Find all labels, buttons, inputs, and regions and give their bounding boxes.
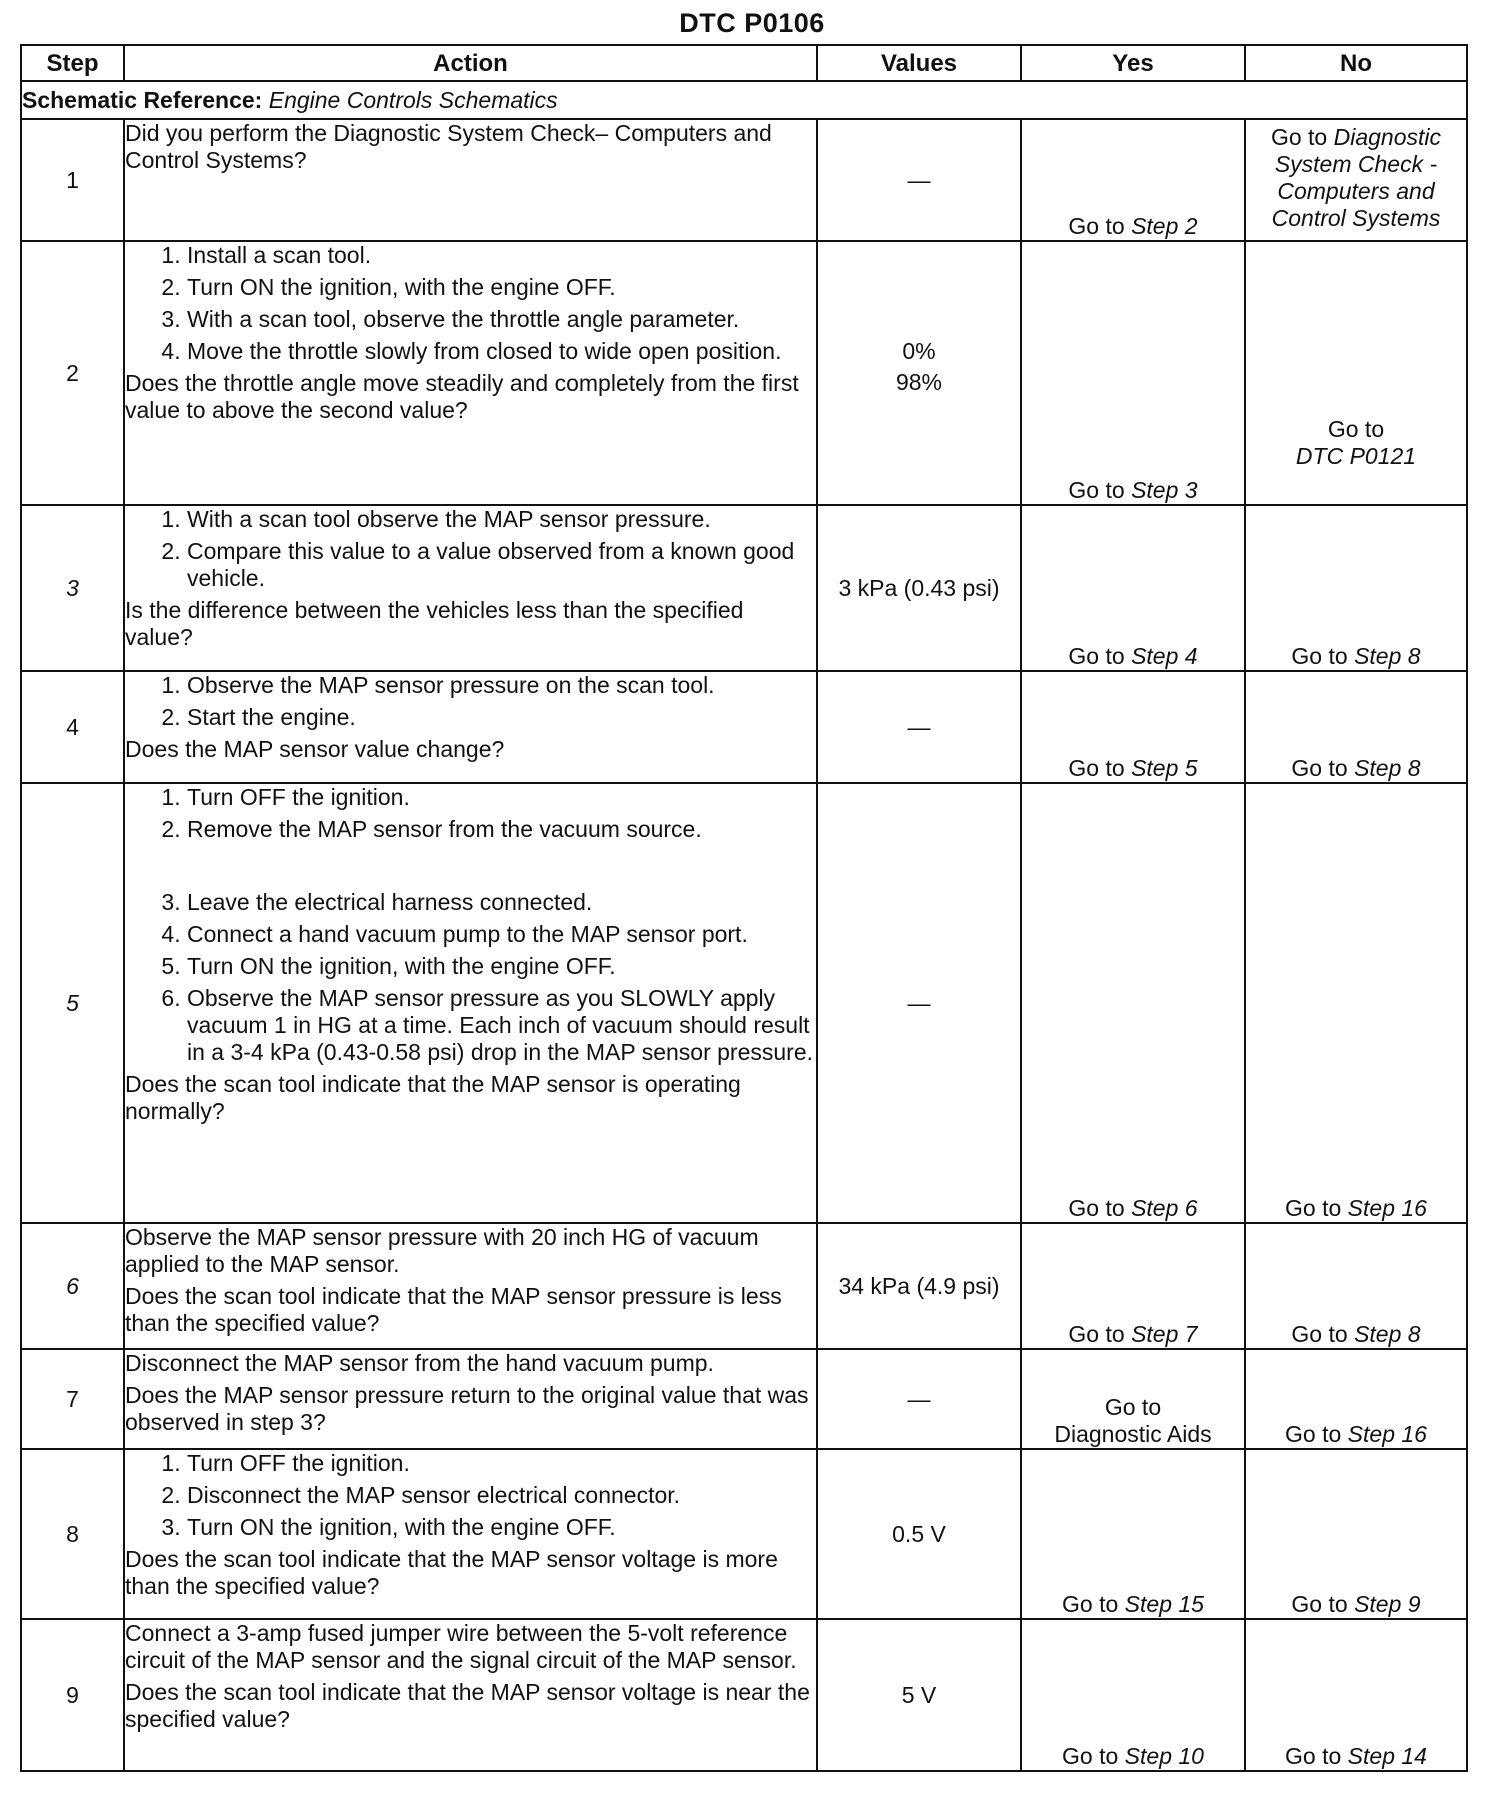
no-cell [1245,1223,1467,1349]
action-question: Did you perform the Diagnostic System Check– Computers and Control Systems? [125,120,772,173]
yes-cell [1021,671,1245,783]
action-question: Does the MAP sensor value change? [125,736,505,762]
yes-target-link[interactable]: Step 3 [1131,477,1198,503]
yes-target-link[interactable]: Step 2 [1131,213,1198,239]
values-cell: — [817,1349,1021,1449]
yes-target-link[interactable]: Step 15 [1124,1591,1204,1617]
yes-cell [1021,119,1245,241]
step-number: 8 [21,1449,124,1619]
no-prefix: Go to [1291,1321,1348,1347]
action-list [125,506,816,592]
yes-prefix: Go to [1104,1394,1162,1420]
no-prefix: Go to [1270,124,1328,150]
yes-cell [1021,505,1245,671]
yes-prefix: Go to [1062,1743,1119,1769]
no-cell [1245,671,1467,783]
action-item: 2. Disconnect the MAP sensor electrical connector. [187,1482,816,1509]
action-item: 1. With a scan tool observe the MAP sensor pressure. [187,506,816,533]
action-list [125,242,816,365]
step-number: 6 [21,1223,124,1349]
values-cell: — [817,119,1021,241]
no-cell [1245,241,1467,505]
table-row [21,1349,1467,1449]
action-intro: Disconnect the MAP sensor from the hand vacuum pump. [125,1350,714,1376]
schematic-reference [21,81,1467,119]
no-cell [1245,1619,1467,1771]
action-cell [124,1619,817,1771]
no-target-link[interactable]: Step 8 [1354,643,1421,669]
yes-target-link[interactable]: Step 6 [1131,1195,1198,1221]
action-item: 4. Connect a hand vacuum pump to the MAP sensor port. [187,921,816,948]
action-list [125,784,816,1066]
action-list [125,672,816,731]
action-item: 3. Turn ON the ignition, with the engine OFF. [187,1514,816,1541]
yes-prefix: Go to [1068,1321,1125,1347]
table-row [21,783,1467,1223]
action-item: 2. Compare this value to a value observed from a known good vehicle. [187,538,816,592]
no-prefix: Go to [1285,1421,1342,1447]
action-intro: Connect a 3-amp fused jumper wire between the 5-volt reference circuit of the MAP sensor and the signal circuit of the MAP sensor. [125,1620,797,1673]
header-row [21,45,1467,81]
header-no: No [1245,45,1467,81]
no-cell [1245,783,1467,1223]
value-first: 0% [902,338,936,364]
action-item: 3. With a scan tool, observe the throttle angle parameter. [187,306,816,333]
page-title: DTC P0106 [679,8,825,38]
values-cell: — [817,783,1021,1223]
table-row [21,1619,1467,1771]
schematic-reference-label: Schematic Reference: [22,86,263,113]
no-prefix: Go to [1285,1743,1342,1769]
diagnostic-table [20,44,1468,1772]
action-question: Does the throttle angle move steadily and completely from the first value to above the second value? [125,370,799,423]
action-item: 3. Leave the electrical harness connected. [187,889,816,916]
table-row [21,671,1467,783]
header-step: Step [21,45,124,81]
no-target-link[interactable]: Step 8 [1354,1321,1421,1347]
action-cell [124,505,817,671]
no-prefix: Go to [1285,1195,1342,1221]
yes-cell [1021,1349,1245,1449]
table-row [21,505,1467,671]
yes-target-link[interactable]: Diagnostic Aids [1054,1421,1212,1447]
table-row [21,241,1467,505]
yes-target-link[interactable]: Step 7 [1131,1321,1198,1347]
schematic-reference-row [21,81,1467,119]
action-item: 2. Turn ON the ignition, with the engine OFF. [187,274,816,301]
yes-prefix: Go to [1068,755,1125,781]
no-cell [1245,119,1467,241]
action-question: Does the MAP sensor pressure return to the original value that was observed in step 3? [125,1382,809,1435]
action-question: Does the scan tool indicate that the MAP sensor voltage is more than the specified value? [125,1546,778,1599]
action-cell [124,1349,817,1449]
no-prefix: Go to [1327,416,1385,442]
yes-prefix: Go to [1062,1591,1119,1617]
no-prefix: Go to [1291,1591,1348,1617]
action-cell [124,671,817,783]
no-prefix: Go to [1291,643,1348,669]
value-second: 98% [895,369,943,395]
action-item: 1. Observe the MAP sensor pressure on the scan tool. [187,672,816,699]
action-item: 1. Install a scan tool. [187,242,816,269]
yes-prefix: Go to [1068,1195,1125,1221]
step-number: 4 [21,671,124,783]
yes-cell [1021,783,1245,1223]
action-item: 1. Turn OFF the ignition. [187,784,816,811]
no-target-link[interactable]: Step 8 [1354,755,1421,781]
step-number: 1 [21,119,124,241]
header-yes: Yes [1021,45,1245,81]
yes-prefix: Go to [1068,213,1125,239]
action-cell [124,1223,817,1349]
schematic-reference-link[interactable]: Engine Controls Schematics [268,86,558,113]
table-row [21,1449,1467,1619]
values-cell: 0.5 V [817,1449,1021,1619]
step-number: 5 [21,783,124,1223]
values-cell: 5 V [817,1619,1021,1771]
no-target-link[interactable]: DTC P0121 [1295,443,1417,469]
action-cell [124,241,817,505]
header-values: Values [817,45,1021,81]
step-number: 3 [21,505,124,671]
action-list [125,1450,816,1541]
action-item: 1. Turn OFF the ignition. [187,1450,816,1477]
action-cell [124,1449,817,1619]
action-cell [124,119,817,241]
yes-target-link[interactable]: Step 5 [1131,755,1198,781]
no-target-link[interactable]: Step 16 [1347,1195,1427,1221]
table-row [21,1223,1467,1349]
action-question: Does the scan tool indicate that the MAP sensor is operating normally? [125,1071,741,1124]
values-cell: — [817,671,1021,783]
values-cell [817,241,1021,505]
action-intro: Observe the MAP sensor pressure with 20 inch HG of vacuum applied to the MAP sensor. [125,1224,759,1277]
action-item: 5. Turn ON the ignition, with the engine OFF. [187,953,816,980]
no-target-link[interactable]: Diagnostic System Check - Computers and Control Systems [1271,124,1442,231]
yes-prefix: Go to [1068,643,1125,669]
yes-prefix: Go to [1068,477,1125,503]
action-item: 2. Start the engine. [187,704,816,731]
yes-cell [1021,1223,1245,1349]
values-cell: 3 kPa (0.43 psi) [817,505,1021,671]
action-cell [124,783,817,1223]
no-cell [1245,1449,1467,1619]
yes-target-link[interactable]: Step 4 [1131,643,1198,669]
no-target-link[interactable]: Step 9 [1354,1591,1421,1617]
yes-target-link[interactable]: Step 10 [1124,1743,1204,1769]
yes-cell [1021,1619,1245,1771]
step-number: 2 [21,241,124,505]
no-target-link[interactable]: Step 14 [1347,1743,1427,1769]
table-row [21,119,1467,241]
yes-cell [1021,241,1245,505]
no-cell [1245,505,1467,671]
no-target-link[interactable]: Step 16 [1347,1421,1427,1447]
header-action: Action [124,45,817,81]
step-number: 7 [21,1349,124,1449]
action-item: 2. Remove the MAP sensor from the vacuum source. [187,816,816,843]
action-question: Is the difference between the vehicles less than the specified value? [125,597,744,650]
action-item: 4. Move the throttle slowly from closed to wide open position. [187,338,816,365]
action-item: 6. Observe the MAP sensor pressure as you SLOWLY apply vacuum 1 in HG at a time. Each inch of vacuum should result in a 3-4 kPa (0.43-0.58 psi) drop in the MAP sensor pressure. [187,985,816,1066]
no-prefix: Go to [1291,755,1348,781]
values-cell: 34 kPa (4.9 psi) [817,1223,1021,1349]
yes-cell [1021,1449,1245,1619]
step-number: 9 [21,1619,124,1771]
no-cell [1245,1349,1467,1449]
action-question: Does the scan tool indicate that the MAP sensor voltage is near the specified value? [125,1679,810,1732]
action-question: Does the scan tool indicate that the MAP sensor pressure is less than the specified value? [125,1283,782,1336]
